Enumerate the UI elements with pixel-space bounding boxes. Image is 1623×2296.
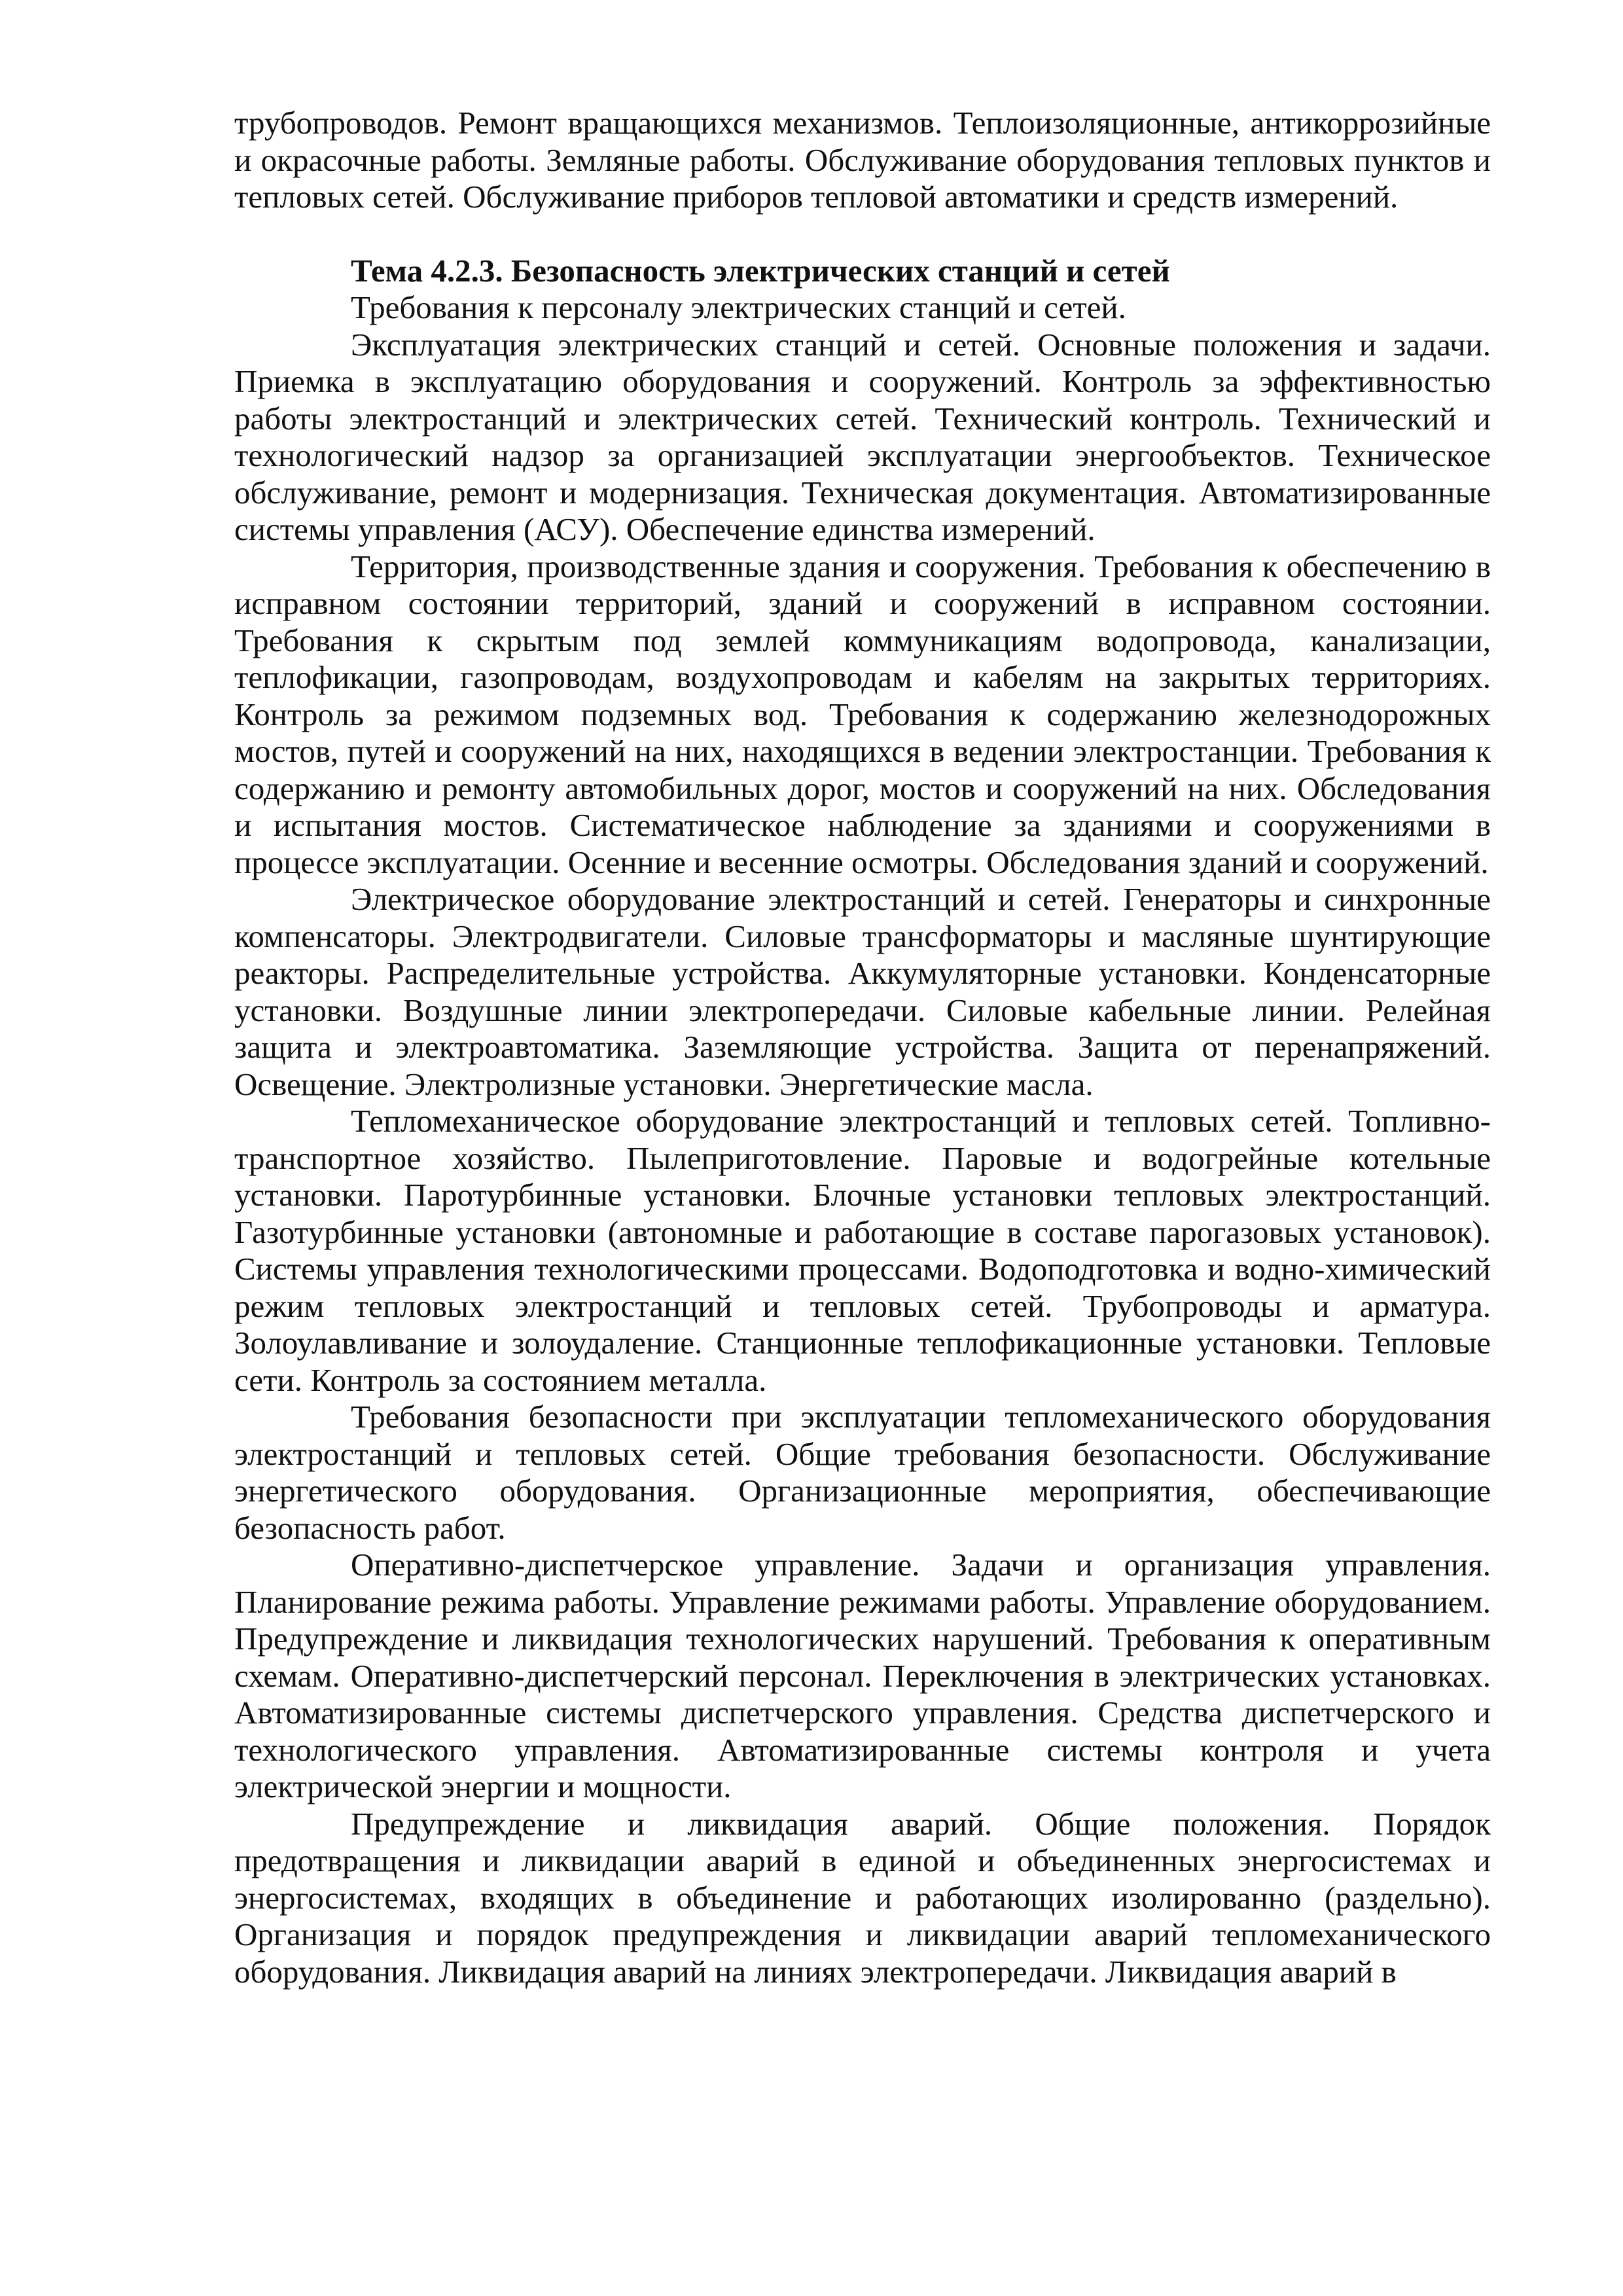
paragraph-accident-prevention: Предупреждение и ликвидация аварий. Общие положения. Порядок предотвращения и ликвидации аварий в единой и объединенных энергосистемах и энергосистемах, входящих в объединение и работающих изолированно (раздельно). Организация и порядок предупреждения и ликвидации аварий тепломеханического оборудования. Ликвидация аварий на линиях электропередачи. Ликвидация аварий в	[234, 1805, 1491, 1990]
paragraph-operation: Эксплуатация электрических станций и сетей. Основные положения и задачи. Приемка в эксплуатацию оборудования и сооружений. Контроль за эффективностью работы электростанций и электрических сетей. Технический контроль. Технический и технологический надзор за организацией эксплуатации энергообъектов. Техническое обслуживание, ремонт и модернизация. Техническая документация. Автоматизированные системы управления (АСУ). Обеспечение единства измерений.	[234, 326, 1491, 547]
paragraph-continued: трубопроводов. Ремонт вращающихся механизмов. Теплоизоляционные, антикоррозийные и окрасочные работы. Земляные работы. Обслуживание оборудования тепловых пунктов и тепловых сетей. Обслуживание приборов тепловой автоматики и средств измерений.	[234, 105, 1491, 215]
paragraph-personnel-requirements: Требования к персоналу электрических станций и сетей.	[351, 289, 1126, 325]
paragraph-thermomechanical-equipment: Тепломеханическое оборудование электростанций и тепловых сетей. Топливно-транспортное хозяйство. Пылеприготовление. Паровые и водогрейные котельные установки. Паротурбинные установки. Блочные установки тепловых электростанций. Газотурбинные установки (автономные и работающие в составе парогазовых установок). Системы управления технологическими процессами. Водоподготовка и водно-химический режим тепловых электростанций и тепловых сетей. Трубопроводы и арматура. Золоулавливание и золоудаление. Станционные теплофикационные установки. Тепловые сети. Контроль за состоянием металла.	[234, 1103, 1491, 1398]
topic-heading: Тема 4.2.3. Безопасность электрических станций и сетей	[351, 252, 1170, 289]
paragraph-safety-requirements: Требования безопасности при эксплуатации тепломеханического оборудования электростанций и тепловых сетей. Общие требования безопасности. Обслуживание энергетического оборудования. Организационные мероприятия, обеспечивающие безопасность работ.	[234, 1399, 1491, 1546]
paragraph-territory-buildings: Территория, производственные здания и сооружения. Требования к обеспечению в исправном состоянии территорий, зданий и сооружений в исправном состоянии. Требования к скрытым под землей коммуникациям водопровода, канализации, теплофикации, газопроводам, воздухопроводам и кабелям на закрытых территориях. Контроль за режимом подземных вод. Требования к содержанию железнодорожных мостов, путей и сооружений на них, находящихся в ведении электростанции. Требования к содержанию и ремонту автомобильных дорог, мостов и сооружений на них. Обследования и испытания мостов. Систематическое наблюдение за зданиями и сооружениями в процессе эксплуатации. Осенние и весенние осмотры. Обследования зданий и сооружений.	[234, 548, 1491, 880]
document-page	[234, 105, 1491, 1990]
paragraph-electrical-equipment: Электрическое оборудование электростанций и сетей. Генераторы и синхронные компенсаторы. Электродвигатели. Силовые трансформаторы и масляные шунтирующие реакторы. Распределительные устройства. Аккумуляторные установки. Конденсаторные установки. Воздушные линии электропередачи. Силовые кабельные линии. Релейная защита и электроавтоматика. Заземляющие устройства. Защита от перенапряжений. Освещение. Электролизные установки. Энергетические масла.	[234, 881, 1491, 1102]
paragraph-dispatch-control: Оперативно-диспетчерское управление. Задачи и организация управления. Планирование режима работы. Управление режимами работы. Управление оборудованием. Предупреждение и ликвидация технологических нарушений. Требования к оперативным схемам. Оперативно-диспетчерский персонал. Переключения в электрических установках. Автоматизированные системы диспетчерского управления. Средства диспетчерского и технологического управления. Автоматизированные системы контроля и учета электрической энергии и мощности.	[234, 1547, 1491, 1804]
